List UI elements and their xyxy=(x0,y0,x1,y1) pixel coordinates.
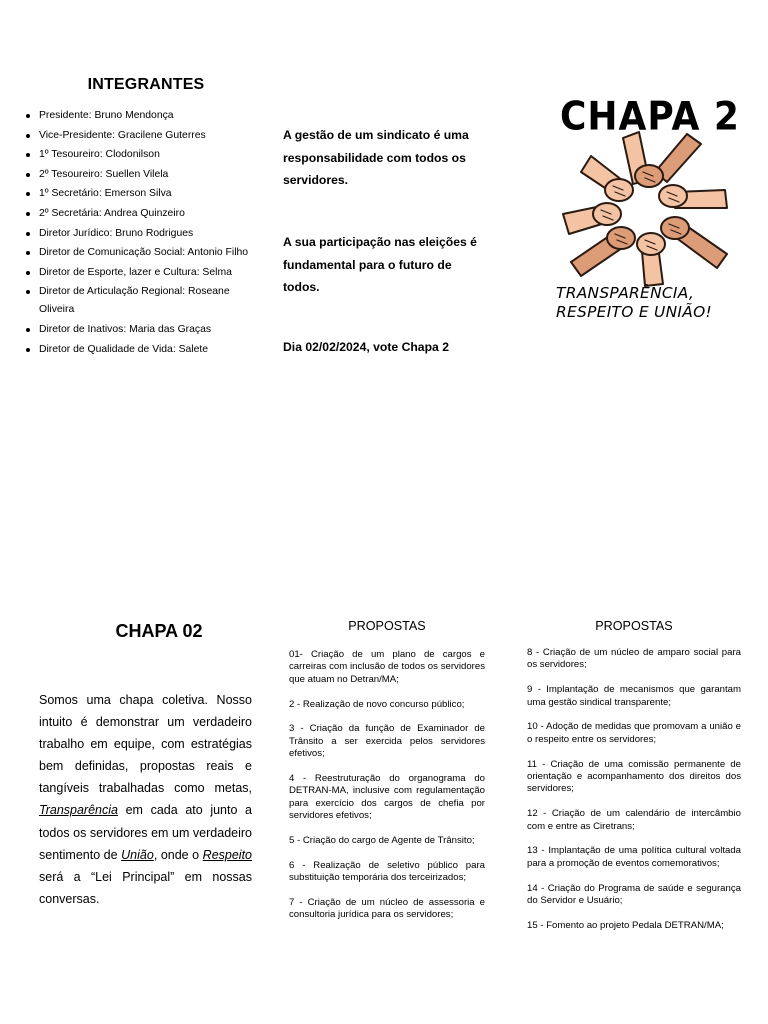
proposals-heading-2: PROPOSTAS xyxy=(595,619,673,633)
integrantes-heading: INTEGRANTES xyxy=(87,76,205,93)
about-text-1: Somos uma chapa coletiva. Nosso intuito é demonstrar um verdadeiro trabalho em equipe, com estratégias bem definidas, propostas reais e tangíveis trabalhadas como metas, xyxy=(39,693,252,796)
chapa-heading: CHAPA 02 xyxy=(115,621,203,641)
proposal-item: 6 - Realização de seletivo público para substituição temporária dos terceirizados; xyxy=(289,859,485,884)
proposal-item: 01- Criação de um plano de cargos e carreiras com inclusão de todos os servidores que atuam no Detran/MA; xyxy=(289,649,485,685)
member-item: Diretor de Comunicação Social: Antonio Filho xyxy=(22,244,254,262)
about-paragraph xyxy=(39,689,252,910)
word-transparencia: Transparência xyxy=(39,803,118,818)
proposal-item: 7 - Criação de um núcleo de assessoria e consultoria jurídica para os servidores; xyxy=(289,897,485,921)
message-participation: A sua participação nas eleições é fundamental para o futuro de todos. xyxy=(283,235,477,294)
member-item: Diretor de Articulação Regional: Roseane Oliveira xyxy=(22,283,254,319)
about-text-2: em cada ato junto a todos os servidores em um verdadeiro sentimento de xyxy=(39,803,252,862)
about-text-4: será a “Lei Principal” em nossas conversas. xyxy=(39,869,252,906)
member-item: 2º Tesoureiro: Suellen Vilela xyxy=(22,166,254,184)
proposal-item: 15 - Fomento ao projeto Pedala DETRAN/MA; xyxy=(527,919,724,931)
proposal-item: 14 - Criação do Programa de saúde e segurança do Servidor e Usuário; xyxy=(527,882,741,907)
logo-tagline xyxy=(556,284,736,322)
proposal-item: 12 - Criação de um calendário de intercâmbio com e entre as Ciretrans; xyxy=(527,808,741,832)
word-uniao: União xyxy=(121,847,154,862)
proposal-item: 8 - Criação de um núcleo de amparo social para os servidores; xyxy=(527,647,741,671)
message-responsibility: A gestão de um sindicato é uma responsabilidade com todos os servidores. xyxy=(283,128,469,187)
member-item: Presidente: Bruno Mendonça xyxy=(22,107,254,125)
logo-tagline-line2: RESPEITO E UNIÃO! xyxy=(556,303,712,321)
hands-circle-icon xyxy=(563,132,727,286)
proposal-item: 9 - Implantação de mecanismos que garantam uma gestão sindical transparente; xyxy=(527,684,741,708)
proposal-item: 10 - Adoção de medidas que promovam a união e o respeito entre os servidores; xyxy=(527,721,741,745)
member-item: Diretor de Qualidade de Vida: Salete xyxy=(22,341,254,359)
message-vote-date: Dia 02/02/2024, vote Chapa 2 xyxy=(283,340,449,354)
proposal-item: 4 - Reestruturação do organograma do DETRAN-MA, inclusive com regulamentação para exercício dos cargos de chefia por servidores efetivos; xyxy=(289,773,485,822)
member-item: 2º Secretária: Andrea Quinzeiro xyxy=(22,205,254,223)
about-text-3: , onde o xyxy=(153,847,200,862)
member-item: Diretor de Inativos: Maria das Graças xyxy=(22,321,254,339)
member-item: 1º Secretário: Emerson Silva xyxy=(22,185,254,203)
proposals-column-2 xyxy=(527,647,741,945)
proposals-heading-1: PROPOSTAS xyxy=(348,619,426,633)
proposal-item: 11 - Criação de uma comissão permanente de orientação e acompanhamento dos direitos dos servidores; xyxy=(527,758,741,795)
member-item: Diretor Jurídico: Bruno Rodrigues xyxy=(22,225,254,243)
members-list xyxy=(22,107,254,360)
proposals-column-1 xyxy=(289,649,485,934)
member-item: Vice-Presidente: Gracilene Guterres xyxy=(22,127,254,145)
word-respeito: Respeito xyxy=(202,847,253,862)
member-item: Diretor de Esporte, lazer e Cultura: Selma xyxy=(22,264,254,282)
proposal-item: 13 - Implantação de uma política cultural voltada para a promoção de eventos comemorativos; xyxy=(527,845,741,869)
logo-title: CHAPA 2 xyxy=(560,95,740,140)
logo-tagline-line1: TRANSPARÊNCIA, xyxy=(556,284,695,302)
proposal-item: 2 - Realização de novo concurso público; xyxy=(289,698,465,710)
proposal-item: 5 - Criação do cargo de Agente de Trânsito; xyxy=(289,835,475,847)
member-item: 1º Tesoureiro: Clodonilson xyxy=(22,146,254,164)
proposal-item: 3 - Criação da função de Examinador de Trânsito a ser exercida pelos servidores efetivos; xyxy=(289,723,485,760)
